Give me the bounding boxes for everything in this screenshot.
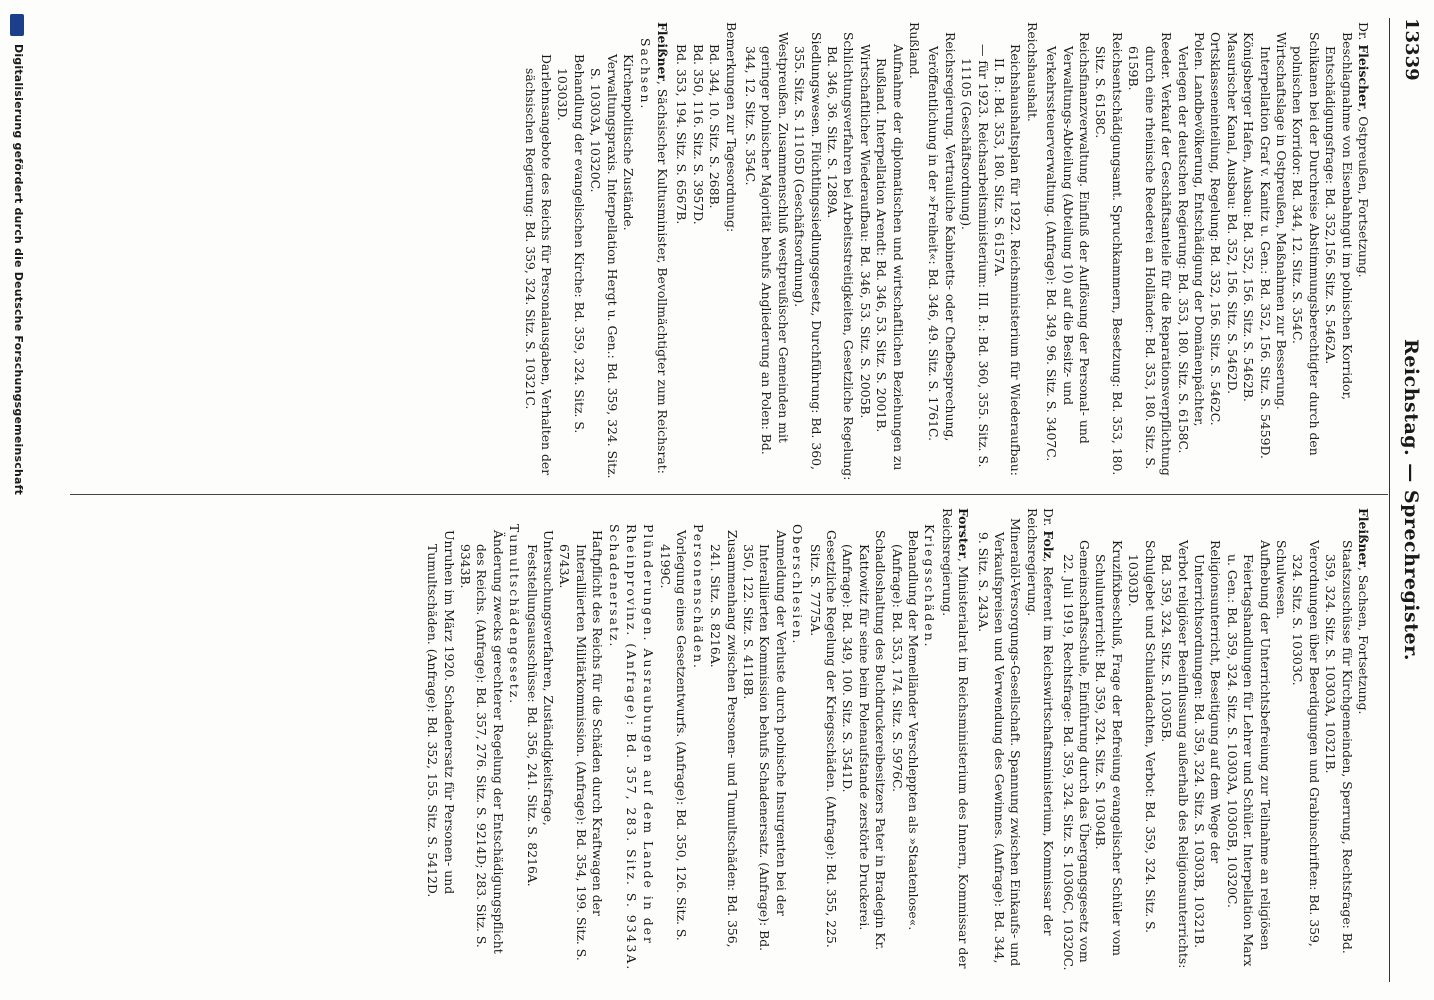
right-column xyxy=(80,508,1374,978)
speaker-role: , Ministerialrat im Reichsministerium des Innern, Kommissar der Reichsregierung. xyxy=(939,508,972,969)
entry-text: Plünderungen. Ausraubungen auf dem Lande in der Rheinprovinz. (Anfrage): Bd. 357, 283. Sitz. S. 9343A. xyxy=(624,524,656,972)
register-entry xyxy=(623,508,656,978)
header-rule xyxy=(1389,18,1390,982)
register-entry xyxy=(1092,22,1125,482)
entry-text: Gemeinschaftsschule, Einführung durch das Übergangsgesetz vom 22. Juli 1919, Rechtsfrage: Bd. 359, 324. Sitz. S. 10306C, 10320C. xyxy=(1060,540,1093,971)
entry-text: Schadenersatz. xyxy=(606,524,622,649)
entry-text: Schulgebet und Schulandachten, Verbot: Bd. 359, 324. Sitz. S. 10303D. xyxy=(1126,540,1158,934)
register-entry xyxy=(1273,508,1289,978)
entry-text: Wirtschaftlicher Wiederaufbau: Bd. 346, 53. Sitz. S. 2005B. xyxy=(857,44,873,419)
entry-text: Verordnungen über Beerdigungen und Grabinschriften: Bd. 359, 324. Sitz. S. 10303C. xyxy=(1290,540,1322,947)
register-entry xyxy=(1125,22,1174,482)
entry-text: Rußland. xyxy=(907,22,923,79)
register-entry xyxy=(1092,508,1125,978)
page-header xyxy=(1388,18,1422,982)
register-entry xyxy=(839,508,888,978)
register-entry xyxy=(673,22,689,482)
speaker-name: Folz xyxy=(1041,530,1057,559)
entry-text: Behandlung der evangelischen Kirche: Bd. 359, 324. Sitz. S. 10303D. xyxy=(555,54,587,434)
register-entry xyxy=(654,22,670,482)
entry-text: Mineralöl-Versorgungs-Gesellschaft. Spannung zwischen Einkaufs- und Verkaufspreisen und Verwendung des Gewinnes. (Anfrage): Bd. 344, 9. Sitz. S. 243A. xyxy=(975,518,1024,967)
entry-text: Schadloshaltung des Buchdruckereibesitzers Pater in Bradegin Kr. Kattowitz für seine beim Polenaufstande zerstörte Druckerei. (Anfrage): Bd. 349, 100. Sitz. S. 3541D. xyxy=(840,530,889,951)
register-entry xyxy=(938,508,971,978)
register-entry xyxy=(824,22,857,482)
entry-text: Bd. 350, 116. Sitz. S. 3957D. xyxy=(690,44,706,225)
dfg-logo-icon xyxy=(10,14,24,36)
entry-text: Haftpflicht des Reichs für die Schäden durch Kraftwagen der Interalliierten Militärkommission. (Anfrage): Bd. 354, 199. Sitz. S. 6743A. xyxy=(557,530,606,961)
entry-text: Änderung zwecks gerechterer Regelung der Entschädigungspflicht des Reichs. (Anfrage): Bd. 357, 276. Sitz. S. 9214D; 283. Sitz. S. 9343B. xyxy=(458,530,506,954)
entry-text: Reichshaushalt. xyxy=(1024,22,1040,122)
speaker-name: Fleischer xyxy=(1356,44,1371,109)
register-entry xyxy=(1125,508,1158,978)
speaker-role: , Sachsen, Fortsetzung. xyxy=(1356,566,1371,715)
register-entry xyxy=(523,508,556,978)
register-entry xyxy=(958,22,991,482)
register-entry xyxy=(620,22,636,482)
entry-text: Religionsunterricht, Beseitigung auf dem Wege der Unterrichtsordnungen: Bd. 359, 324. Sitz. S. 10303B, 10321B. xyxy=(1191,540,1224,949)
entry-text: — für 1923. Reichsarbeitsministerium: III. B.: Bd. 360, 355. Sitz. S. 11105 (Geschäftsordnung). xyxy=(959,44,991,468)
register-entry xyxy=(1043,22,1092,482)
register-entry xyxy=(906,22,922,482)
entry-text: Personenschäden. xyxy=(690,524,706,670)
register-entry xyxy=(1322,22,1355,482)
entry-text: Sachsen. xyxy=(637,38,653,111)
register-entry xyxy=(707,508,740,978)
register-entry xyxy=(457,508,506,978)
register-entry xyxy=(521,22,554,482)
register-entry xyxy=(689,22,705,482)
entry-text: Beschlagnahme von Eisenbahngut im polnischen Korridor, Entschädigungsfrage: Bd. 352,156. Sitz. S. 5462A. xyxy=(1323,32,1355,401)
page-title: Reichstag. — Sprechregister. xyxy=(1400,339,1422,661)
entry-text: Bemerkungen zur Tagesordnung: xyxy=(723,22,739,233)
entry-text: Aufnahme der diplomatischen und wirtschaftlichen Beziehungen zu Rußland. Interpellation Arendt: Bd. 346, 53. Sitz. S. 2001B. xyxy=(874,44,906,471)
register-entry xyxy=(740,508,789,978)
register-entry xyxy=(1023,22,1039,482)
entry-text: Bd. 353, 194. Sitz. S. 6567B. xyxy=(674,44,690,225)
entry-text: Verbot religiöser Beeinflussung außerhalb des Religionsunterrichts: Bd. 359, 324. Sitz. S. 10305B. xyxy=(1159,540,1191,969)
register-entry xyxy=(1289,508,1322,978)
entry-text: Reichsregierung. Vertrauliche Kabinetts- oder Chefbesprechung, Veröffentlichung in der »Freiheit«: Bd. 346, 49. Sitz. S. 1761C. xyxy=(926,32,958,442)
register-entry xyxy=(1223,508,1272,978)
entry-text: Westpreußen. Zusammenschluß westpreußischer Gemeinden mit geringer polnischer Majorität behufs Angliederung an Polen: Bd. 344, 12. Sitz. S. 354C. xyxy=(742,32,791,455)
column-divider xyxy=(70,494,1388,495)
entry-text: Kriegsschäden. xyxy=(922,524,938,649)
register-entry xyxy=(722,22,738,482)
register-entry xyxy=(991,22,1024,482)
register-entry xyxy=(789,508,805,978)
entry-text: Anmeldung der Verluste durch polnische Insurgenten bei der Interalliierten Kommission behufs Schadenersatz. (Anfrage): Bd. 350, 122. Sitz. S. 4118B. xyxy=(740,530,789,952)
entry-text: Darlehnsangebote des Reichs für Personalausgaben, Verhalten der sächsischen Regierung: Bd. 359, 324. Sitz. S. 10321C. xyxy=(522,54,555,476)
entry-text: Unruhen im März 1920. Schadenersatz für Personen- und Tumultschäden. (Anfrage): Bd. 352, 155. Sitz. S. 5412D. xyxy=(425,530,457,898)
register-entry xyxy=(1355,508,1371,978)
entry-text: Schikanen bei der Durchreise Abstimmungsberechtigter durch den polnischen Korridor: Bd. 344, 12. Sitz. S. 354C. xyxy=(1290,32,1322,456)
register-entry xyxy=(742,22,791,482)
entry-text: Staatszuschüsse für Kirchgemeinden, Sperrung, Rechtsfrage: Bd. 359, 324. Sitz. S. 10303A, 10321B. xyxy=(1323,540,1355,954)
digitization-footer xyxy=(6,0,26,1000)
register-entry xyxy=(1240,22,1256,482)
register-entry xyxy=(1059,508,1092,978)
register-entry xyxy=(873,22,906,482)
entry-text: Wirtschaftslage in Ostpreußen, Maßnahmen zur Besserung. Interpellation Graf v. Kanitz u. Gen.: Bd. 352, 156. Sitz. S. 5459D. xyxy=(1257,32,1289,459)
left-column xyxy=(80,22,1374,482)
register-entry xyxy=(1207,22,1223,482)
register-entry xyxy=(556,508,605,978)
speaker-name: Fleißner xyxy=(1356,508,1371,567)
entry-text: Königsberger Hafen, Ausbau: Bd. 352, 156. Sitz. S. 5462B. xyxy=(1241,32,1257,402)
register-entry xyxy=(1322,508,1355,978)
register-entry xyxy=(506,508,522,978)
entry-text: Kruzifixbeschluß, Frage der Befreiung evangelischer Schüler vom Schulunterricht: Bd. 359, 324. Sitz. S. 10304B. xyxy=(1093,540,1125,956)
entry-text: Ortsklasseneinteilung, Regelung: Bd. 352, 156. Sitz. S. 5462C. xyxy=(1208,32,1224,426)
digitization-note: Digitalisierung gefördert durch die Deutsche Forschungsgemeinschaft xyxy=(12,44,25,496)
register-entry xyxy=(424,508,457,978)
register-entry xyxy=(657,508,690,978)
register-entry xyxy=(925,22,958,482)
register-entry xyxy=(554,22,587,482)
entry-text: Oberschlesien. xyxy=(790,524,806,646)
register-entry xyxy=(1223,22,1239,482)
register-entry xyxy=(1174,22,1207,482)
entry-text: Reichshaushaltsplan für 1922. Reichsministerium für Wiederaufbau: II. B.: Bd. 353, 180. Sitz. S. 6157A. xyxy=(992,44,1024,476)
entry-text: Reichsfinanzverwaltung. Einfluß der Auflösung der Personal- und Verwaltungs-Abteilung (Abteilung 10) auf die Besitz- und Verkehrssteuerverwaltung. (Anfrage): Bd. 349, 96. Sitz. S. 3407C. xyxy=(1044,32,1093,462)
entry-text: Reeder. Verkauf der Geschäftsanteile für die Reparationsverpflichtung durch eine rheinische Reederei an Holländer: Bd. 353, 180. Sitz. S. 6159B. xyxy=(1126,32,1175,476)
entry-text: Verwaltungspraxis. Interpellation Hergt u. Gen.: Bd. 359, 324. Sitz. S. 10303A, 10320C. xyxy=(588,54,620,479)
register-entry xyxy=(1289,22,1322,482)
entry-text: Masurischer Kanal, Ausbau: Bd. 352, 156. Sitz. S. 5462D. xyxy=(1224,32,1240,395)
register-entry xyxy=(605,508,621,978)
entry-text: Bd. 344, 10. Sitz. S. 268B. xyxy=(707,44,723,209)
entry-text: Kirchenpolitische Zustände. xyxy=(621,54,637,231)
register-entry xyxy=(689,508,705,978)
entry-text: Reichsentschädigungsamt. Spruchkammern, Besetzung: Bd. 353, 180. Sitz. S. 6158C. xyxy=(1093,32,1125,476)
entry-text: Siedlungswesen. Flüchtlingssiedlungsgesetz, Durchführung: Bd. 360, 355. Sitz. S. 11105D (Geschäftsordnung). xyxy=(792,32,824,470)
speaker-role: , Sächsischer Kultusminister, Bevollmächtigter zum Reichsrat: xyxy=(654,80,670,474)
register-entry xyxy=(1023,508,1056,978)
entry-text: Aufhebung der Unterrichtsbefreiung zur Teilnahme an religiösen Feiertagshandlungen für Lehrer und Schüler. Interpellation Marx u. Gen.: Bd. 359, 324. Sitz. S. 10303A, 10305B, 10320C. xyxy=(1224,540,1273,967)
register-entry xyxy=(1158,508,1191,978)
register-entry xyxy=(1256,22,1289,482)
entry-text: Untersuchungsverfahren, Zuständigkeitsfrage, Feststellungsausschüsse: Bd. 356, 241. Sitz. S. 8216A. xyxy=(524,530,557,887)
register-entry xyxy=(974,508,1023,978)
register-entry xyxy=(636,22,652,482)
register-entry xyxy=(806,508,839,978)
page-number: 13339 xyxy=(1401,18,1422,81)
entry-text: Gesetzliche Regelung der Kriegsschäden. (Anfrage): Bd. 355, 225. Sitz. S. 7775A. xyxy=(807,530,839,948)
entry-text: Tumultschädengesetz. xyxy=(507,524,523,706)
register-entry xyxy=(791,22,824,482)
speaker-name: Forster xyxy=(956,508,972,559)
entry-text: Vorlegung eines Gesetzentwurfs. (Anfrage): Bd. 350, 126. Sitz. S. 4199C. xyxy=(657,530,690,941)
register-entry xyxy=(1355,22,1371,482)
entry-text: Dr. xyxy=(1041,508,1057,531)
entry-text: Behandlung der Memelländer Verschleppten als »Staatenlose«. (Anfrage): Bd. 353, 174. Sitz. S. 5976C. xyxy=(889,530,922,931)
entry-text: Dr. xyxy=(1356,22,1371,45)
speaker-role: , Referent im Reichswirtschaftsministerium, Kommissar der Reichsregierung. xyxy=(1024,508,1057,936)
register-entry xyxy=(856,22,872,482)
entry-text: Polen. Landbevölkerung, Entschädigung der Domänenpächter, Verlegen der deutschen Regierung: Bd. 353, 180. Sitz. S. 6158C. xyxy=(1175,32,1207,454)
speaker-name: Fleißner xyxy=(654,22,670,81)
entry-text: Schulwesen. xyxy=(1273,540,1289,619)
speaker-role: , Ostpreußen, Fortsetzung. xyxy=(1356,108,1371,278)
entry-text: Schlichtungsverfahren bei Arbeitsstreitigkeiten, Gesetzliche Regelung: Bd. 346, 36. Sitz. S. 1289A. xyxy=(825,32,857,481)
entry-text: Zusammenhang zwischen Personen- und Tumultschäden: Bd. 356, 241. Sitz. S. 8216A. xyxy=(708,530,740,948)
register-entry xyxy=(888,508,921,978)
register-entry xyxy=(587,22,620,482)
register-entry xyxy=(1191,508,1224,978)
register-entry xyxy=(706,22,722,482)
register-entry xyxy=(921,508,937,978)
